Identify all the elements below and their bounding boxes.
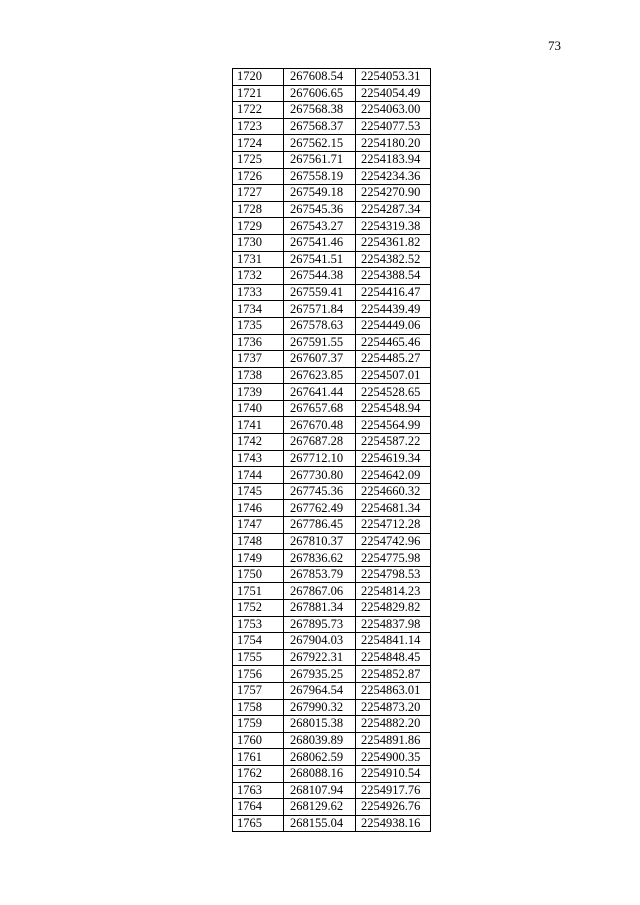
table-row	[233, 749, 431, 766]
point-id-cell: 1758	[233, 699, 284, 716]
table-row	[233, 467, 431, 484]
x-coordinate-cell: 267543.27	[284, 218, 356, 235]
point-id-cell: 1736	[233, 334, 284, 351]
x-coordinate-cell: 267964.54	[284, 682, 356, 699]
point-id-cell: 1748	[233, 533, 284, 550]
y-coordinate-cell: 2254660.32	[356, 483, 431, 500]
y-coordinate-cell: 2254183.94	[356, 151, 431, 168]
x-coordinate-cell: 267541.46	[284, 234, 356, 251]
point-id-cell: 1759	[233, 716, 284, 733]
table-row	[233, 201, 431, 218]
x-coordinate-cell: 267687.28	[284, 434, 356, 451]
x-coordinate-cell: 267730.80	[284, 467, 356, 484]
x-coordinate-cell: 268129.62	[284, 799, 356, 816]
y-coordinate-cell: 2254642.09	[356, 467, 431, 484]
x-coordinate-cell: 267545.36	[284, 201, 356, 218]
table-row	[233, 517, 431, 534]
table-row	[233, 500, 431, 517]
y-coordinate-cell: 2254287.34	[356, 201, 431, 218]
table-row	[233, 268, 431, 285]
point-id-cell: 1734	[233, 301, 284, 318]
x-coordinate-cell: 268062.59	[284, 749, 356, 766]
y-coordinate-cell: 2254416.47	[356, 284, 431, 301]
point-id-cell: 1723	[233, 118, 284, 135]
x-coordinate-cell: 267606.65	[284, 85, 356, 102]
x-coordinate-cell: 267559.41	[284, 284, 356, 301]
y-coordinate-cell: 2254938.16	[356, 815, 431, 832]
point-id-cell: 1751	[233, 583, 284, 600]
y-coordinate-cell: 2254234.36	[356, 168, 431, 185]
point-id-cell: 1746	[233, 500, 284, 517]
y-coordinate-cell: 2254917.76	[356, 782, 431, 799]
point-id-cell: 1750	[233, 566, 284, 583]
point-id-cell: 1742	[233, 434, 284, 451]
point-id-cell: 1761	[233, 749, 284, 766]
x-coordinate-cell: 267607.37	[284, 351, 356, 368]
y-coordinate-cell: 2254841.14	[356, 633, 431, 650]
y-coordinate-cell: 2254900.35	[356, 749, 431, 766]
x-coordinate-cell: 267657.68	[284, 400, 356, 417]
table-row	[233, 351, 431, 368]
y-coordinate-cell: 2254465.46	[356, 334, 431, 351]
x-coordinate-cell: 268039.89	[284, 732, 356, 749]
coordinates-table	[232, 68, 431, 832]
x-coordinate-cell: 267549.18	[284, 185, 356, 202]
x-coordinate-cell: 268155.04	[284, 815, 356, 832]
y-coordinate-cell: 2254063.00	[356, 102, 431, 119]
table-row	[233, 102, 431, 119]
point-id-cell: 1753	[233, 616, 284, 633]
x-coordinate-cell: 267571.84	[284, 301, 356, 318]
x-coordinate-cell: 267867.06	[284, 583, 356, 600]
table-row	[233, 185, 431, 202]
x-coordinate-cell: 267836.62	[284, 550, 356, 567]
point-id-cell: 1721	[233, 85, 284, 102]
point-id-cell: 1739	[233, 384, 284, 401]
x-coordinate-cell: 267712.10	[284, 450, 356, 467]
x-coordinate-cell: 268015.38	[284, 716, 356, 733]
table-row	[233, 782, 431, 799]
x-coordinate-cell: 267895.73	[284, 616, 356, 633]
table-row	[233, 633, 431, 650]
point-id-cell: 1757	[233, 682, 284, 699]
point-id-cell: 1722	[233, 102, 284, 119]
point-id-cell: 1741	[233, 417, 284, 434]
x-coordinate-cell: 267922.31	[284, 649, 356, 666]
x-coordinate-cell: 267558.19	[284, 168, 356, 185]
point-id-cell: 1725	[233, 151, 284, 168]
y-coordinate-cell: 2254361.82	[356, 234, 431, 251]
y-coordinate-cell: 2254449.06	[356, 317, 431, 334]
point-id-cell: 1730	[233, 234, 284, 251]
x-coordinate-cell: 267745.36	[284, 483, 356, 500]
coordinates-table-body	[233, 69, 431, 832]
table-row	[233, 682, 431, 699]
point-id-cell: 1756	[233, 666, 284, 683]
point-id-cell: 1763	[233, 782, 284, 799]
x-coordinate-cell: 267670.48	[284, 417, 356, 434]
point-id-cell: 1727	[233, 185, 284, 202]
y-coordinate-cell: 2254742.96	[356, 533, 431, 550]
y-coordinate-cell: 2254485.27	[356, 351, 431, 368]
table-row	[233, 417, 431, 434]
point-id-cell: 1726	[233, 168, 284, 185]
table-row	[233, 367, 431, 384]
y-coordinate-cell: 2254829.82	[356, 600, 431, 617]
point-id-cell: 1749	[233, 550, 284, 567]
table-row	[233, 334, 431, 351]
y-coordinate-cell: 2254270.90	[356, 185, 431, 202]
x-coordinate-cell: 267623.85	[284, 367, 356, 384]
x-coordinate-cell: 268107.94	[284, 782, 356, 799]
table-row	[233, 284, 431, 301]
table-row	[233, 400, 431, 417]
table-row	[233, 434, 431, 451]
y-coordinate-cell: 2254054.49	[356, 85, 431, 102]
point-id-cell: 1732	[233, 268, 284, 285]
point-id-cell: 1745	[233, 483, 284, 500]
point-id-cell: 1728	[233, 201, 284, 218]
table-row	[233, 649, 431, 666]
y-coordinate-cell: 2254910.54	[356, 765, 431, 782]
point-id-cell: 1729	[233, 218, 284, 235]
table-row	[233, 732, 431, 749]
point-id-cell: 1747	[233, 517, 284, 534]
x-coordinate-cell: 267762.49	[284, 500, 356, 517]
table-row	[233, 583, 431, 600]
y-coordinate-cell: 2254798.53	[356, 566, 431, 583]
point-id-cell: 1765	[233, 815, 284, 832]
y-coordinate-cell: 2254619.34	[356, 450, 431, 467]
y-coordinate-cell: 2254077.53	[356, 118, 431, 135]
table-row	[233, 533, 431, 550]
y-coordinate-cell: 2254528.65	[356, 384, 431, 401]
table-row	[233, 616, 431, 633]
point-id-cell: 1762	[233, 765, 284, 782]
table-row	[233, 815, 431, 832]
y-coordinate-cell: 2254926.76	[356, 799, 431, 816]
x-coordinate-cell: 268088.16	[284, 765, 356, 782]
x-coordinate-cell: 267608.54	[284, 69, 356, 86]
point-id-cell: 1754	[233, 633, 284, 650]
x-coordinate-cell: 267568.38	[284, 102, 356, 119]
table-row	[233, 550, 431, 567]
point-id-cell: 1740	[233, 400, 284, 417]
x-coordinate-cell: 267904.03	[284, 633, 356, 650]
table-row	[233, 151, 431, 168]
point-id-cell: 1738	[233, 367, 284, 384]
y-coordinate-cell: 2254180.20	[356, 135, 431, 152]
point-id-cell: 1724	[233, 135, 284, 152]
x-coordinate-cell: 267541.51	[284, 251, 356, 268]
point-id-cell: 1743	[233, 450, 284, 467]
y-coordinate-cell: 2254053.31	[356, 69, 431, 86]
y-coordinate-cell: 2254873.20	[356, 699, 431, 716]
point-id-cell: 1735	[233, 317, 284, 334]
y-coordinate-cell: 2254891.86	[356, 732, 431, 749]
y-coordinate-cell: 2254775.98	[356, 550, 431, 567]
x-coordinate-cell: 267591.55	[284, 334, 356, 351]
table-row	[233, 317, 431, 334]
y-coordinate-cell: 2254564.99	[356, 417, 431, 434]
x-coordinate-cell: 267578.63	[284, 317, 356, 334]
y-coordinate-cell: 2254882.20	[356, 716, 431, 733]
page-number: 73	[548, 38, 561, 53]
x-coordinate-cell: 267544.38	[284, 268, 356, 285]
table-row	[233, 765, 431, 782]
x-coordinate-cell: 267853.79	[284, 566, 356, 583]
table-row	[233, 483, 431, 500]
y-coordinate-cell: 2254507.01	[356, 367, 431, 384]
y-coordinate-cell: 2254852.87	[356, 666, 431, 683]
table-row	[233, 85, 431, 102]
y-coordinate-cell: 2254863.01	[356, 682, 431, 699]
y-coordinate-cell: 2254848.45	[356, 649, 431, 666]
point-id-cell: 1731	[233, 251, 284, 268]
point-id-cell: 1733	[233, 284, 284, 301]
point-id-cell: 1760	[233, 732, 284, 749]
point-id-cell: 1755	[233, 649, 284, 666]
y-coordinate-cell: 2254712.28	[356, 517, 431, 534]
x-coordinate-cell: 267562.15	[284, 135, 356, 152]
table-row	[233, 69, 431, 86]
table-row	[233, 234, 431, 251]
table-row	[233, 384, 431, 401]
y-coordinate-cell: 2254814.23	[356, 583, 431, 600]
y-coordinate-cell: 2254388.54	[356, 268, 431, 285]
table-row	[233, 301, 431, 318]
point-id-cell: 1764	[233, 799, 284, 816]
point-id-cell: 1752	[233, 600, 284, 617]
table-row	[233, 600, 431, 617]
table-row	[233, 118, 431, 135]
x-coordinate-cell: 267810.37	[284, 533, 356, 550]
x-coordinate-cell: 267561.71	[284, 151, 356, 168]
y-coordinate-cell: 2254837.98	[356, 616, 431, 633]
point-id-cell: 1720	[233, 69, 284, 86]
x-coordinate-cell: 267568.37	[284, 118, 356, 135]
x-coordinate-cell: 267881.34	[284, 600, 356, 617]
table-row	[233, 666, 431, 683]
x-coordinate-cell: 267641.44	[284, 384, 356, 401]
x-coordinate-cell: 267990.32	[284, 699, 356, 716]
table-row	[233, 699, 431, 716]
table-row	[233, 168, 431, 185]
table-row	[233, 566, 431, 583]
x-coordinate-cell: 267935.25	[284, 666, 356, 683]
point-id-cell: 1744	[233, 467, 284, 484]
y-coordinate-cell: 2254382.52	[356, 251, 431, 268]
y-coordinate-cell: 2254681.34	[356, 500, 431, 517]
table-row	[233, 450, 431, 467]
point-id-cell: 1737	[233, 351, 284, 368]
x-coordinate-cell: 267786.45	[284, 517, 356, 534]
y-coordinate-cell: 2254587.22	[356, 434, 431, 451]
y-coordinate-cell: 2254319.38	[356, 218, 431, 235]
table-row	[233, 218, 431, 235]
y-coordinate-cell: 2254439.49	[356, 301, 431, 318]
table-row	[233, 716, 431, 733]
table-row	[233, 135, 431, 152]
table-row	[233, 251, 431, 268]
y-coordinate-cell: 2254548.94	[356, 400, 431, 417]
table-row	[233, 799, 431, 816]
